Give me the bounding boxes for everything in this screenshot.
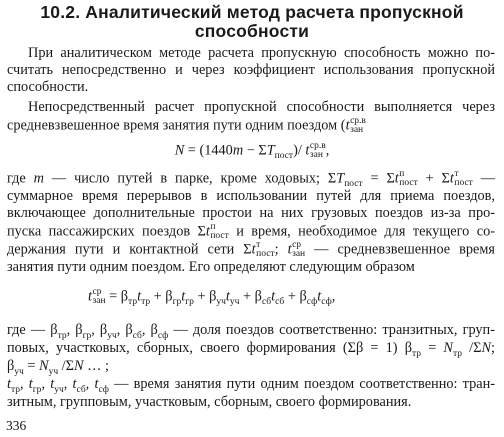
section-title-line-2: способности — [194, 21, 310, 41]
paragraph-2-line-1: Непосредственный расчет пропускной способности выполняется через — [28, 99, 495, 115]
paragraph-3-line-5: держания пути и контактной сети Σt т пост ; t ср зан — средневзвешенное время — [7, 240, 495, 259]
paragraph-4-line-2: повых, участковых, сборных, своего формирования (Σβ = 1) $\beta_{тр} = N_{тр}$ /ΣN; — [7, 340, 495, 359]
paragraph-3-line-2: суммарное время перерывов в использовании путей для приема поездов, — [7, 188, 495, 204]
page-number: 336 — [6, 418, 27, 433]
paragraph-4-line-4: $t_{тр}$, $t_{гр}$, $t_{уч}$, $t_{сб}$, $t_{сф}$ — время занятия пути одним поездом соответственно: тран- — [7, 376, 496, 395]
paragraph-1-line-2: считать непосредственно и через коэффициент использования пропускной — [7, 62, 495, 78]
paragraph-4-line-3: $\beta_{уч} = N_{уч}$ /ΣN … ; — [7, 358, 109, 377]
paragraph-3-line-4: пуска пассажирских поездов Σt п пост и время, необходимое для текущего со- — [7, 222, 495, 241]
paragraph-3-line-1: где m — число путей в парке, кроме ходовых; $\Sigma T_{пост} = \Sigma t$ п пост + Σt т пост — — [7, 169, 496, 190]
paragraph-2-line-2: средневзвешенное время занятия пути одним поездом (t ср.в зан — [7, 116, 366, 135]
section-title-line-1: 10.2. Аналитический метод расчета пропускной — [40, 2, 464, 22]
paragraph-3-line-3: включающее дополнительные простои на них грузовых поездов из-за про- — [7, 205, 495, 221]
paragraph-4-line-1: где — $\beta_{тр}$, $\beta_{гр}$, $\beta_{уч}$, $\beta_{сб}$, $\beta_{сф}$ — доля поездов соответственно: транзитных, груп- — [7, 322, 495, 341]
paragraph-3-line-6: занятия пути одним поездом. Его определяют следующим образом — [7, 259, 415, 275]
formula-throughput: $N = (1440m - \Sigma T_{пост})/$ t ср.в зан , — [174, 141, 330, 162]
formula-weighted-time: t ср зан = $\beta_{тр}t_{тр} + \beta_{гр}t_{гр} + \beta_{уч}t_{уч} + \beta_{сб}t_{сб} + \beta_{сф}t_{сф}$, — [88, 287, 336, 308]
paragraph-1-line-3: способности. — [7, 79, 89, 95]
paragraph-1-line-1: При аналитическом методе расчета пропускную способность можно по- — [28, 45, 495, 61]
paragraph-4-line-5: зитным, групповым, участковым, сборным, своего формирования. — [7, 394, 412, 410]
